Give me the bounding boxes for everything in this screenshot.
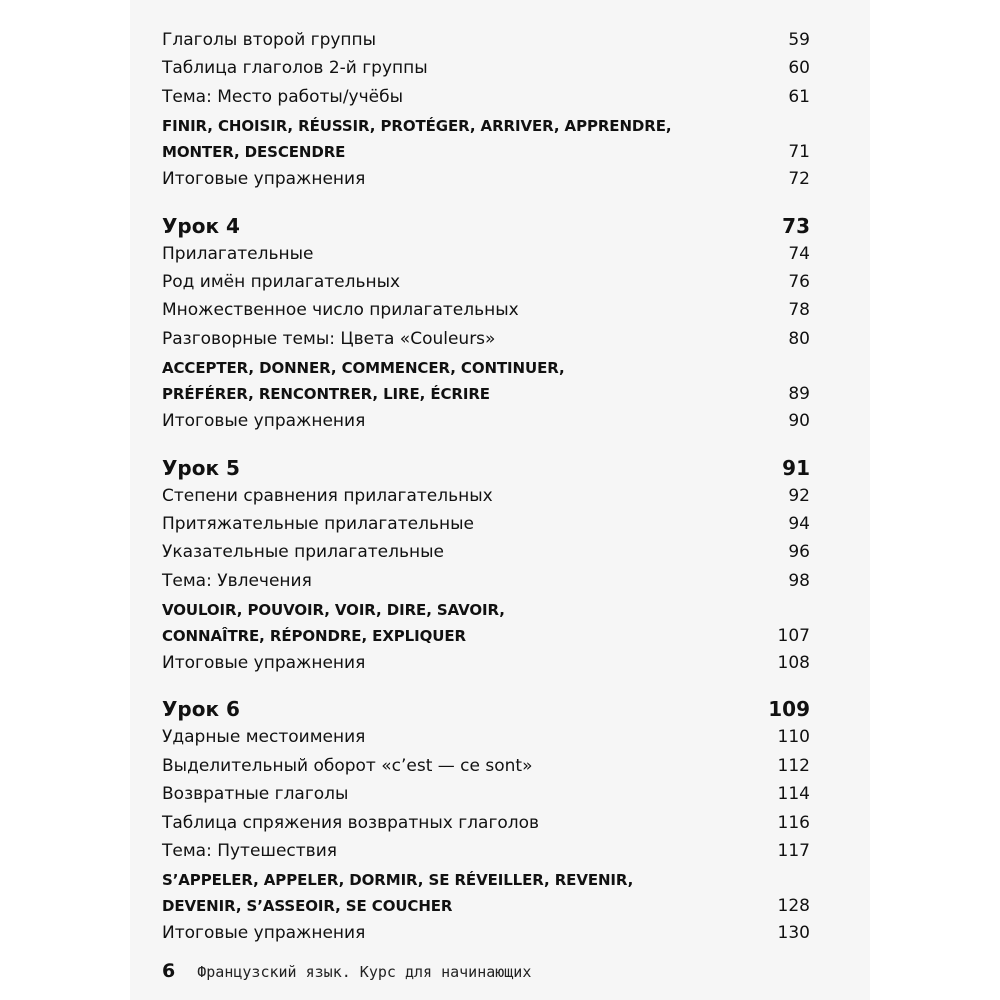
toc-entry-page: 98: [788, 570, 810, 591]
toc-entry-page: 71: [788, 142, 810, 163]
toc-entry: [162, 809, 810, 837]
toc-entry-title: Тема: Путешествия: [162, 841, 337, 862]
toc-entry: [162, 919, 810, 947]
toc-entry-page: 128: [777, 896, 810, 917]
toc-entry: [162, 723, 810, 751]
toc-entry: [162, 54, 810, 82]
toc-entry: [162, 538, 810, 566]
lesson-page: 109: [768, 697, 810, 722]
toc-entry-title: Разговорные темы: Цвета «Couleurs»: [162, 328, 496, 349]
toc-entry-title: Тема: Увлечения: [162, 570, 312, 591]
page-number: 6: [162, 960, 176, 982]
toc-entry-page: 108: [777, 653, 810, 674]
toc-verbs-list: VOULOIR, POUVOIR, VOIR, DIRE, SAVOIR, CONNAÎTRE, RÉPONDRE, EXPLIQUER: [162, 601, 505, 646]
toc-entry-title: Указательные прилагательные: [162, 542, 444, 563]
toc-entry-page: 90: [788, 411, 810, 432]
toc-entry-title: Тема: Место работы/учёбы: [162, 86, 404, 107]
toc-entry: [162, 83, 810, 111]
lesson-page: 73: [782, 213, 810, 238]
toc-entry-page: 78: [788, 300, 810, 321]
toc-entry-title: Возвратные глаголы: [162, 784, 349, 805]
toc-entry-page: 107: [777, 626, 810, 647]
toc-entry-page: 110: [777, 727, 810, 748]
toc-entry-title: Таблица глаголов 2-й группы: [162, 58, 428, 79]
toc-entry: [162, 780, 810, 808]
toc-entry-title: Прилагательные: [162, 243, 314, 264]
toc-entry-page: 61: [788, 86, 810, 107]
toc-entry-page: 112: [777, 755, 810, 776]
toc-entry-page: 94: [788, 513, 810, 534]
book-title: Французский язык. Курс для начинающих: [197, 963, 532, 981]
toc-entry-page: 96: [788, 542, 810, 563]
toc-entry-page: 60: [788, 58, 810, 79]
toc-entry: [162, 649, 810, 677]
page-footer: [162, 960, 531, 982]
toc-entry-title: Итоговые упражнения: [162, 411, 366, 432]
toc-entry: [162, 325, 810, 353]
toc-entry-page: 130: [777, 923, 810, 944]
toc-entry-title: Таблица спряжения возвратных глаголов: [162, 812, 540, 833]
toc-entry-title: Род имён прилагательных: [162, 271, 401, 292]
toc-entry-page: 76: [788, 271, 810, 292]
toc-entry: [162, 165, 810, 193]
toc-entry-title: Выделительный оборот «c’est — ce sont»: [162, 755, 533, 776]
toc-verbs-list: S’APPELER, APPELER, DORMIR, SE RÉVEILLER, REVENIR, DEVENIR, S’ASSEOIR, SE COUCHER: [162, 871, 634, 916]
toc-entry-page: 92: [788, 485, 810, 506]
toc-entry-title: Степени сравнения прилагательных: [162, 485, 493, 506]
lesson-heading: [162, 212, 810, 240]
toc-verbs-list: ACCEPTER, DONNER, COMMENCER, CONTINUER, PRÉFÉRER, RENCONTRER, LIRE, ÉCRIRE: [162, 359, 565, 404]
toc-entry-title: Итоговые упражнения: [162, 653, 366, 674]
lesson-page: 91: [782, 455, 810, 480]
lesson-heading: [162, 454, 810, 482]
toc-verbs-entry: [162, 867, 810, 919]
toc-entry: [162, 567, 810, 595]
toc-entry-title: Притяжательные прилагательные: [162, 513, 474, 534]
toc-entry-title: Множественное число прилагательных: [162, 300, 519, 321]
toc-entry: [162, 268, 810, 296]
toc-entry-page: 116: [777, 812, 810, 833]
toc-entry-page: 114: [777, 784, 810, 805]
lesson-heading: [162, 695, 810, 723]
book-page: [130, 0, 870, 1000]
toc-entry: [162, 407, 810, 435]
toc-entry: [162, 837, 810, 865]
toc-entry-page: 89: [788, 384, 810, 405]
toc-entry-title: Итоговые упражнения: [162, 923, 366, 944]
toc-entry-title: Ударные местоимения: [162, 727, 366, 748]
lesson-title: Урок 4: [162, 213, 240, 238]
toc-verbs-list: FINIR, CHOISIR, RÉUSSIR, PROTÉGER, ARRIVER, APPRENDRE, MONTER, DESCENDRE: [162, 117, 672, 162]
toc-entry: [162, 482, 810, 510]
toc-entry-title: Глаголы второй группы: [162, 29, 377, 50]
toc-verbs-entry: [162, 597, 810, 649]
toc-entry-page: 74: [788, 243, 810, 264]
toc-entry: [162, 26, 810, 54]
toc-entry-page: 59: [788, 29, 810, 50]
lesson-title: Урок 5: [162, 455, 240, 480]
table-of-contents: [162, 26, 810, 948]
toc-entry-page: 117: [777, 841, 810, 862]
toc-entry-title: Итоговые упражнения: [162, 169, 366, 190]
lesson-title: Урок 6: [162, 697, 240, 722]
toc-verbs-entry: [162, 355, 810, 407]
toc-entry: [162, 510, 810, 538]
toc-verbs-entry: [162, 113, 810, 165]
toc-entry-page: 80: [788, 328, 810, 349]
toc-entry: [162, 296, 810, 324]
toc-entry: [162, 752, 810, 780]
toc-entry: [162, 240, 810, 268]
toc-entry-page: 72: [788, 169, 810, 190]
